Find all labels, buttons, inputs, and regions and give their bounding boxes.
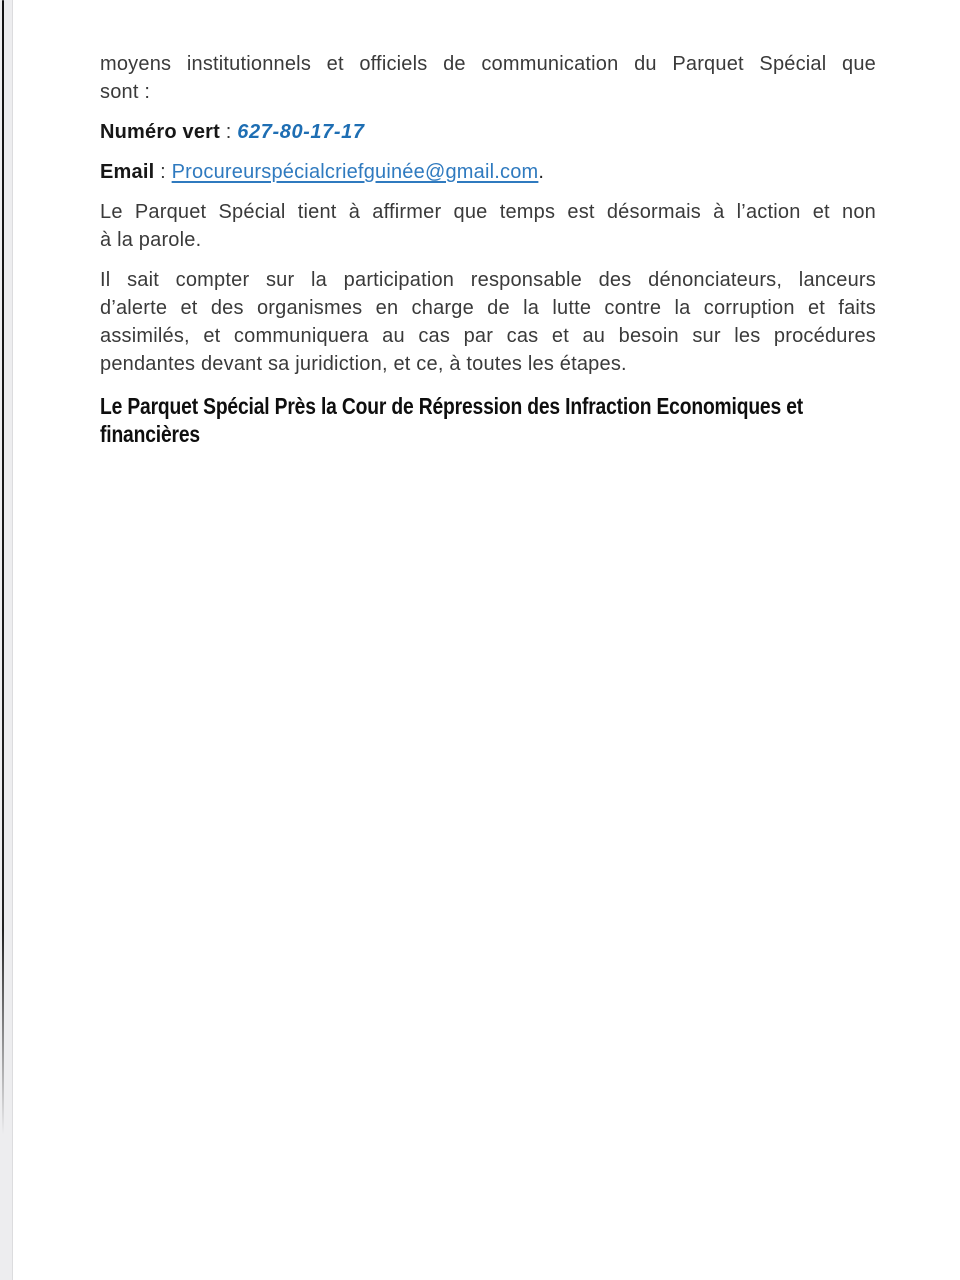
affirmation-paragraph — [100, 198, 876, 254]
intro-line-1: moyens institutionnels et officiels de communication du Parquet Spécial que — [100, 53, 876, 75]
email-link[interactable]: Procureurspécialcriefguinée@gmail.com — [171, 161, 539, 183]
intro-paragraph — [100, 50, 876, 106]
signature-line-1: Le Parquet Spécial Près la Cour de Répression des Infraction Economiques et — [100, 393, 804, 419]
document-page — [100, 50, 876, 448]
affirmation-line-2: à la parole. — [100, 229, 202, 251]
email-line — [100, 158, 876, 186]
phone-number: 627-80-17-17 — [237, 121, 365, 143]
participation-line-2: d’alerte et des organismes en charge de la lutte contre la corruption et faits — [100, 297, 876, 319]
page-edge-line — [12, 0, 13, 1280]
scan-edge-shadow-line — [2, 0, 5, 1135]
participation-line-4: pendantes devant sa juridiction, et ce, à toutes les étapes. — [100, 353, 627, 375]
email-separator: : — [154, 161, 172, 183]
email-label: Email — [100, 161, 155, 183]
phone-label: Numéro vert — [100, 121, 221, 143]
phone-separator: : — [220, 121, 238, 143]
participation-paragraph — [100, 266, 876, 378]
participation-line-1: Il sait compter sur la participation responsable des dénonciateurs, lanceurs — [100, 269, 876, 291]
phone-line — [100, 118, 876, 146]
participation-line-3: assimilés, et communiquera au cas par cas et au besoin sur les procédures — [100, 325, 876, 347]
signature-heading — [100, 392, 876, 448]
email-trailing-period: . — [538, 161, 545, 183]
intro-line-2: sont : — [100, 81, 151, 103]
affirmation-line-1: Le Parquet Spécial tient à affirmer que temps est désormais à l’action et non — [100, 201, 876, 223]
signature-line-2: financières — [100, 421, 200, 447]
